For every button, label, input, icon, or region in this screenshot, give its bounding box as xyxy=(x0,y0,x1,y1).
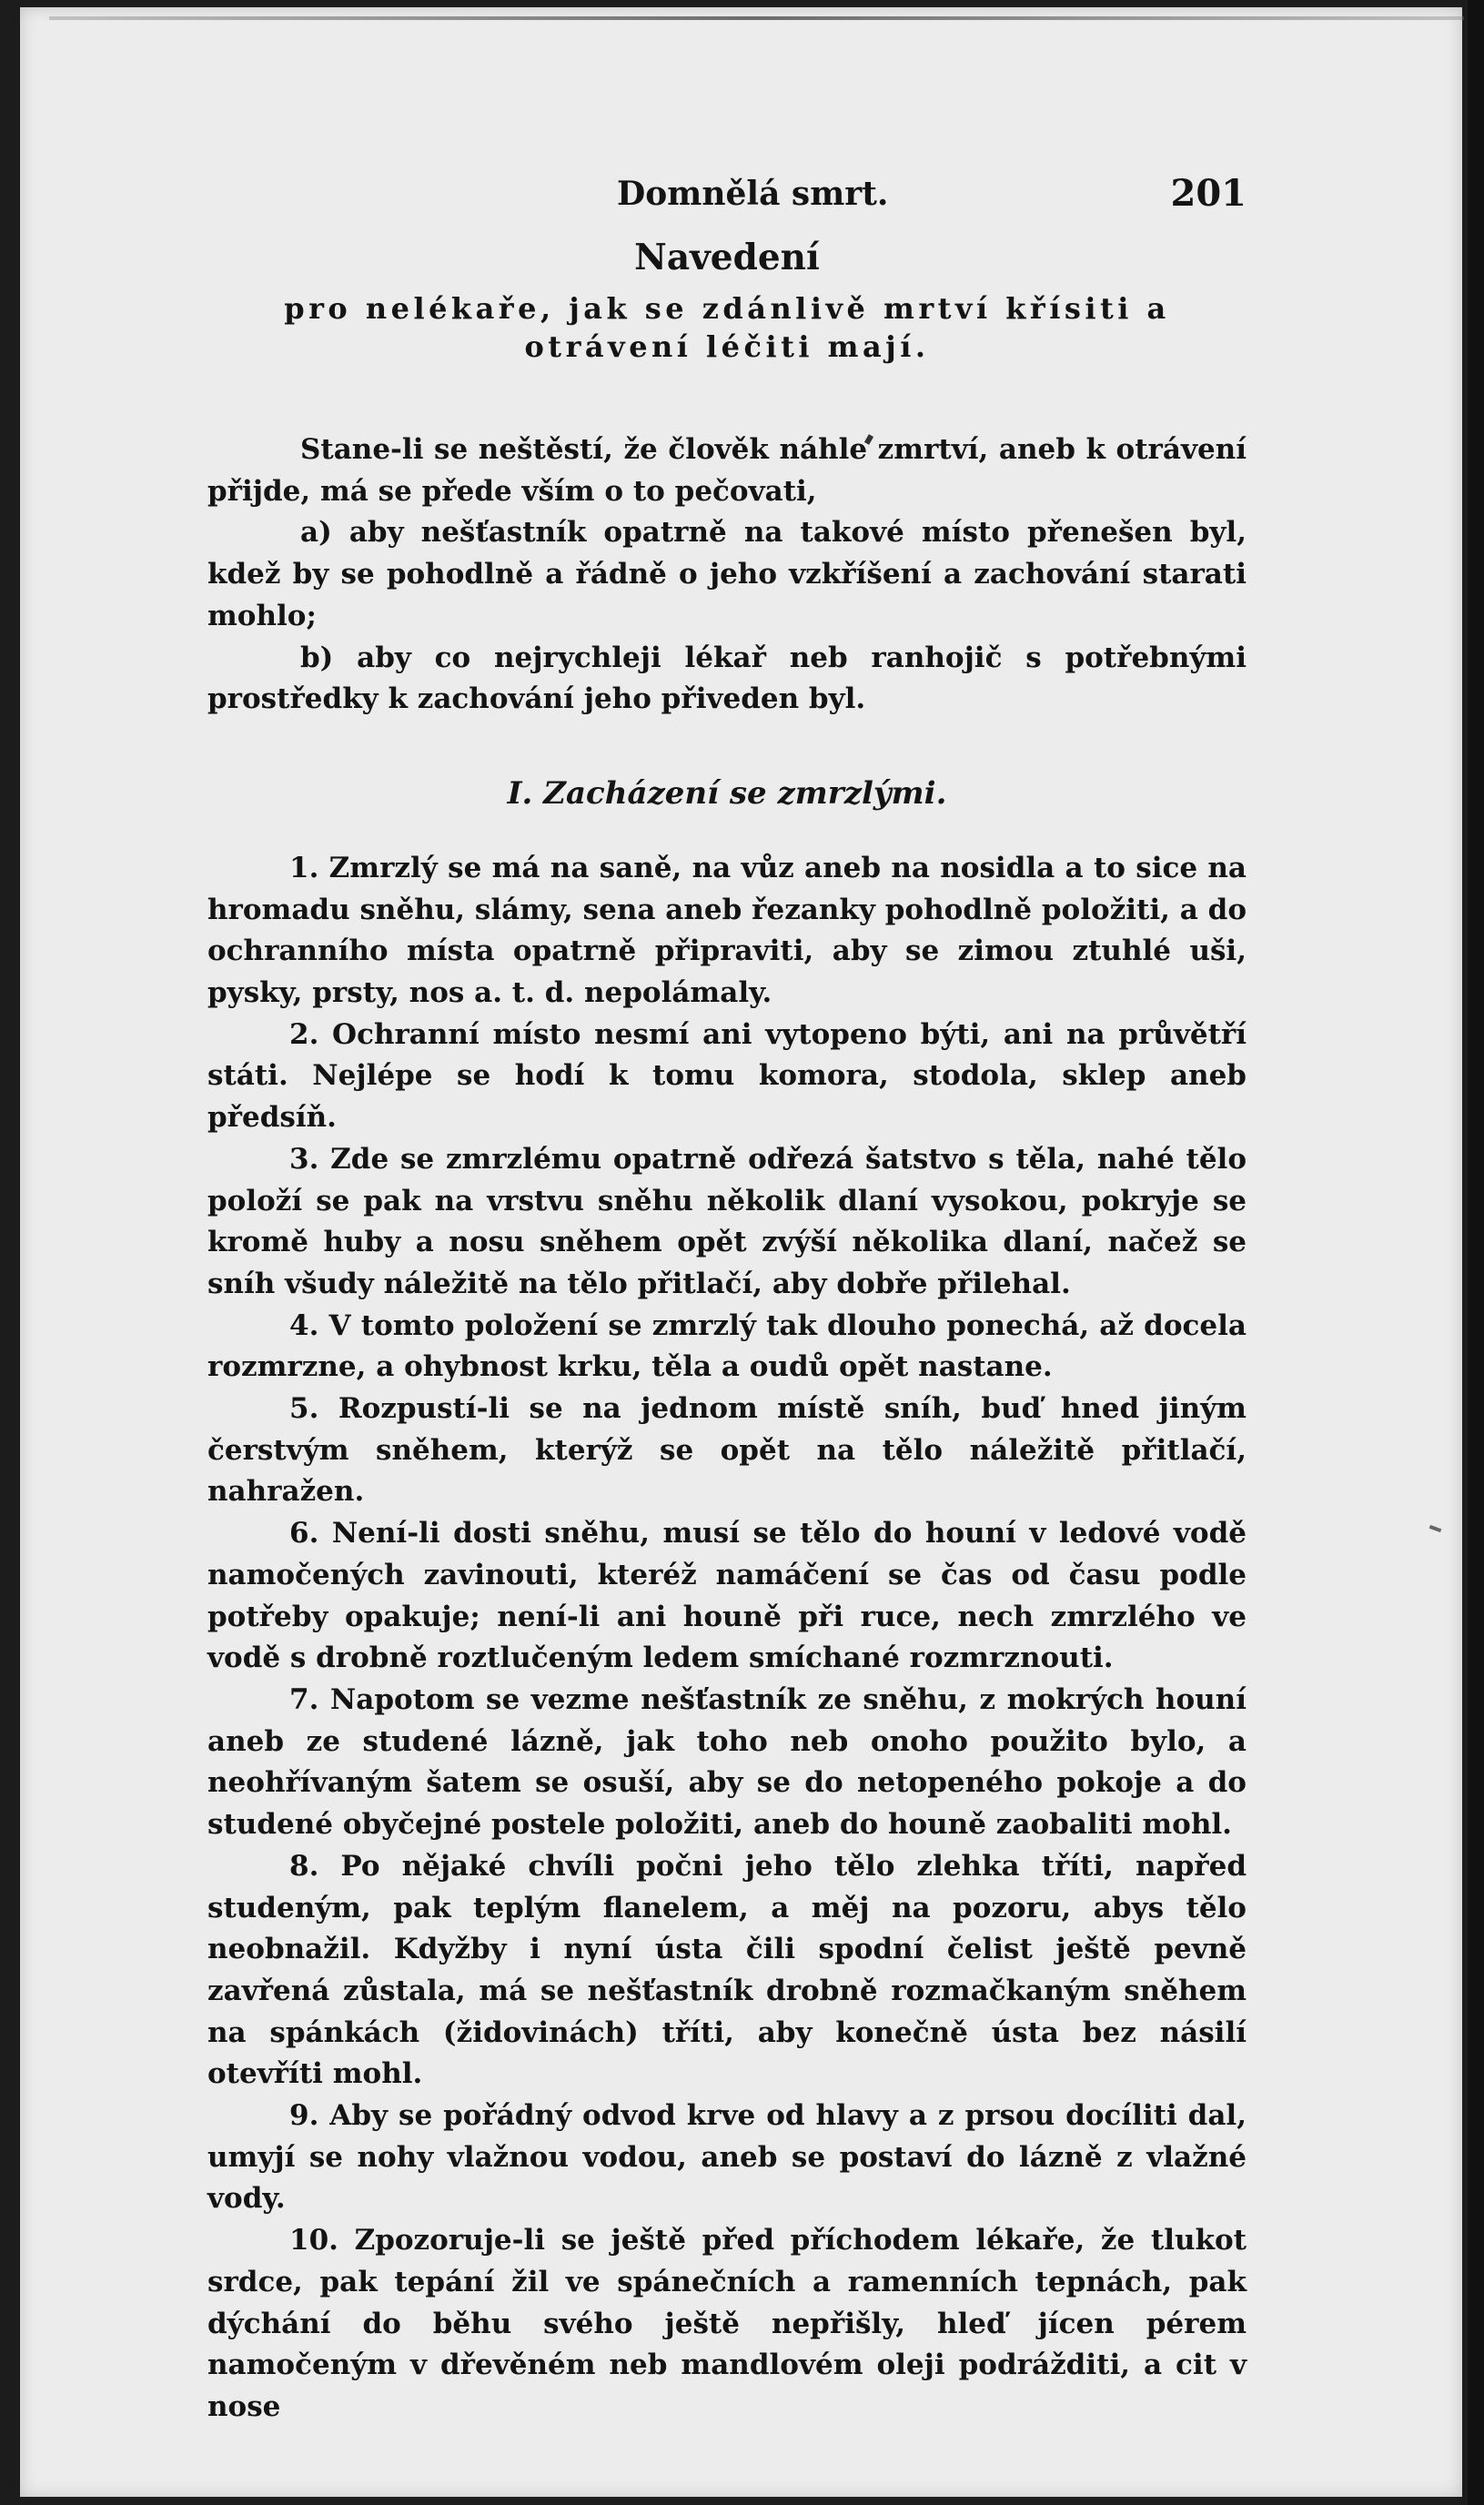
running-title: Domnělá smrt. xyxy=(617,175,889,213)
paragraph-3: 3. Zde se zmrzlému opatrně odřezá šatstvo s těla, nahé tělo položí se pak na vrstvu sněhu několik dlaní vysokou, pokryje se kromě huby a nosu sněhem opět zvýší několika dlaní, načež se sníh všudy náležitě na tělo přitlačí, aby dobře přilehal. xyxy=(207,1142,1247,1300)
paragraph-6: 6. Není-li dosti sněhu, musí se tělo do houní v ledové vodě namočených zavinouti, kteréž namáčení se čas od času podle potřeby opakuje; není-li ani houně při ruce, nech zmrzlého ve vodě s drobně roztlučeným ledem smíchané rozmrznouti. xyxy=(207,1517,1247,1675)
book-page xyxy=(20,7,1462,2497)
page-text xyxy=(207,169,1247,2429)
scan-edge xyxy=(1468,0,1484,2505)
intro-paragraph: Stane-li se neštěstí, že člověk náhle zmrtví, aneb k otrávení přijde, má se přede vším o to pečovati, xyxy=(207,433,1247,508)
scan-top-edge xyxy=(49,16,1464,20)
paragraph-8: 8. Po nějaké chvíli počni jeho tělo zlehka tříti, napřed studeným, pak teplým flanelem, a měj na pozoru, abys tělo neobnažil. Kdyžby i nyní ústa čili spodní čelist ještě pevně zavřená zůstala, má se nešťastník drobně rozmačkaným sněhem na spánkách (židovinách) tříti, aby konečně ústa bez násilí otevříti mohl. xyxy=(207,1849,1247,2091)
paragraph-1: 1. Zmrzlý se má na saně, na vůz aneb na nosidla a to sice na hromadu sněhu, slámy, sena aneb řezanky pohodlně položiti, a do ochranního místa opatrně připraviti, aby se zimou ztuhlé uši, pysky, prsty, nos a. t. d. nepolámaly. xyxy=(207,851,1247,1010)
margin-mark xyxy=(1429,1525,1442,1532)
running-head xyxy=(207,169,1247,218)
paragraph-5: 5. Rozpustí-li se na jednom místě sníh, buď hned jiným čerstvým sněhem, kterýž se opět na tělo náležitě přitlačí, nahražen. xyxy=(207,1392,1247,1509)
page-heading: Navedení xyxy=(634,237,820,278)
list-item-a: a) aby nešťastník opatrně na takové místo přenešen byl, kdež by se pohodlně a řádně o jeho vzkříšení a zachování starati mohlo; xyxy=(207,516,1247,632)
list-item-b: b) aby co nejrychleji lékař neb ranhojič s potřebnými prostředky k zachování jeho přiveden byl. xyxy=(207,641,1247,716)
paragraph-10: 10. Zpozoruje-li se ještě před příchodem lékaře, že tlukot srdce, pak tepání žil ve spánečních a ramenních tepnách, pak dýchání do běhu svého ještě nepřišly, hleď jícen pérem namočeným v dřevěném neb mandlovém oleji podrážditi, a cit v nose xyxy=(207,2224,1247,2423)
paragraph-9: 9. Aby se pořádný odvod krve od hlavy a z prsou docíliti dal, umyjí se nohy vlažnou vodou, aneb se postaví do lázně z vlažné vody. xyxy=(207,2099,1247,2216)
paragraph-2: 2. Ochranní místo nesmí ani vytopeno býti, ani na průvětří státi. Nejlépe se hodí k tomu komora, stodola, sklep aneb předsíň. xyxy=(207,1017,1247,1135)
paragraph-4: 4. V tomto položení se zmrzlý tak dlouho ponechá, až docela rozmrzne, a ohybnost krku, těla a oudů opět nastane. xyxy=(207,1308,1247,1384)
page-number: 201 xyxy=(1170,172,1247,215)
page-subheading: pro nelékaře, jak se zdánlivě mrtví křísiti a otrávení léčiti mají. xyxy=(284,291,1170,364)
section-title: I. Zacházení se zmrzlými. xyxy=(507,774,947,812)
paragraph-7: 7. Napotom se vezme nešťastník ze sněhu, z mokrých houní aneb ze studené lázně, jak toho neb onoho použito bylo, a neohřívaným šatem se osuší, aby se do netopeného pokoje a do studené obyčejné postele položiti, aneb do houně zaobaliti mohl. xyxy=(207,1682,1247,1842)
